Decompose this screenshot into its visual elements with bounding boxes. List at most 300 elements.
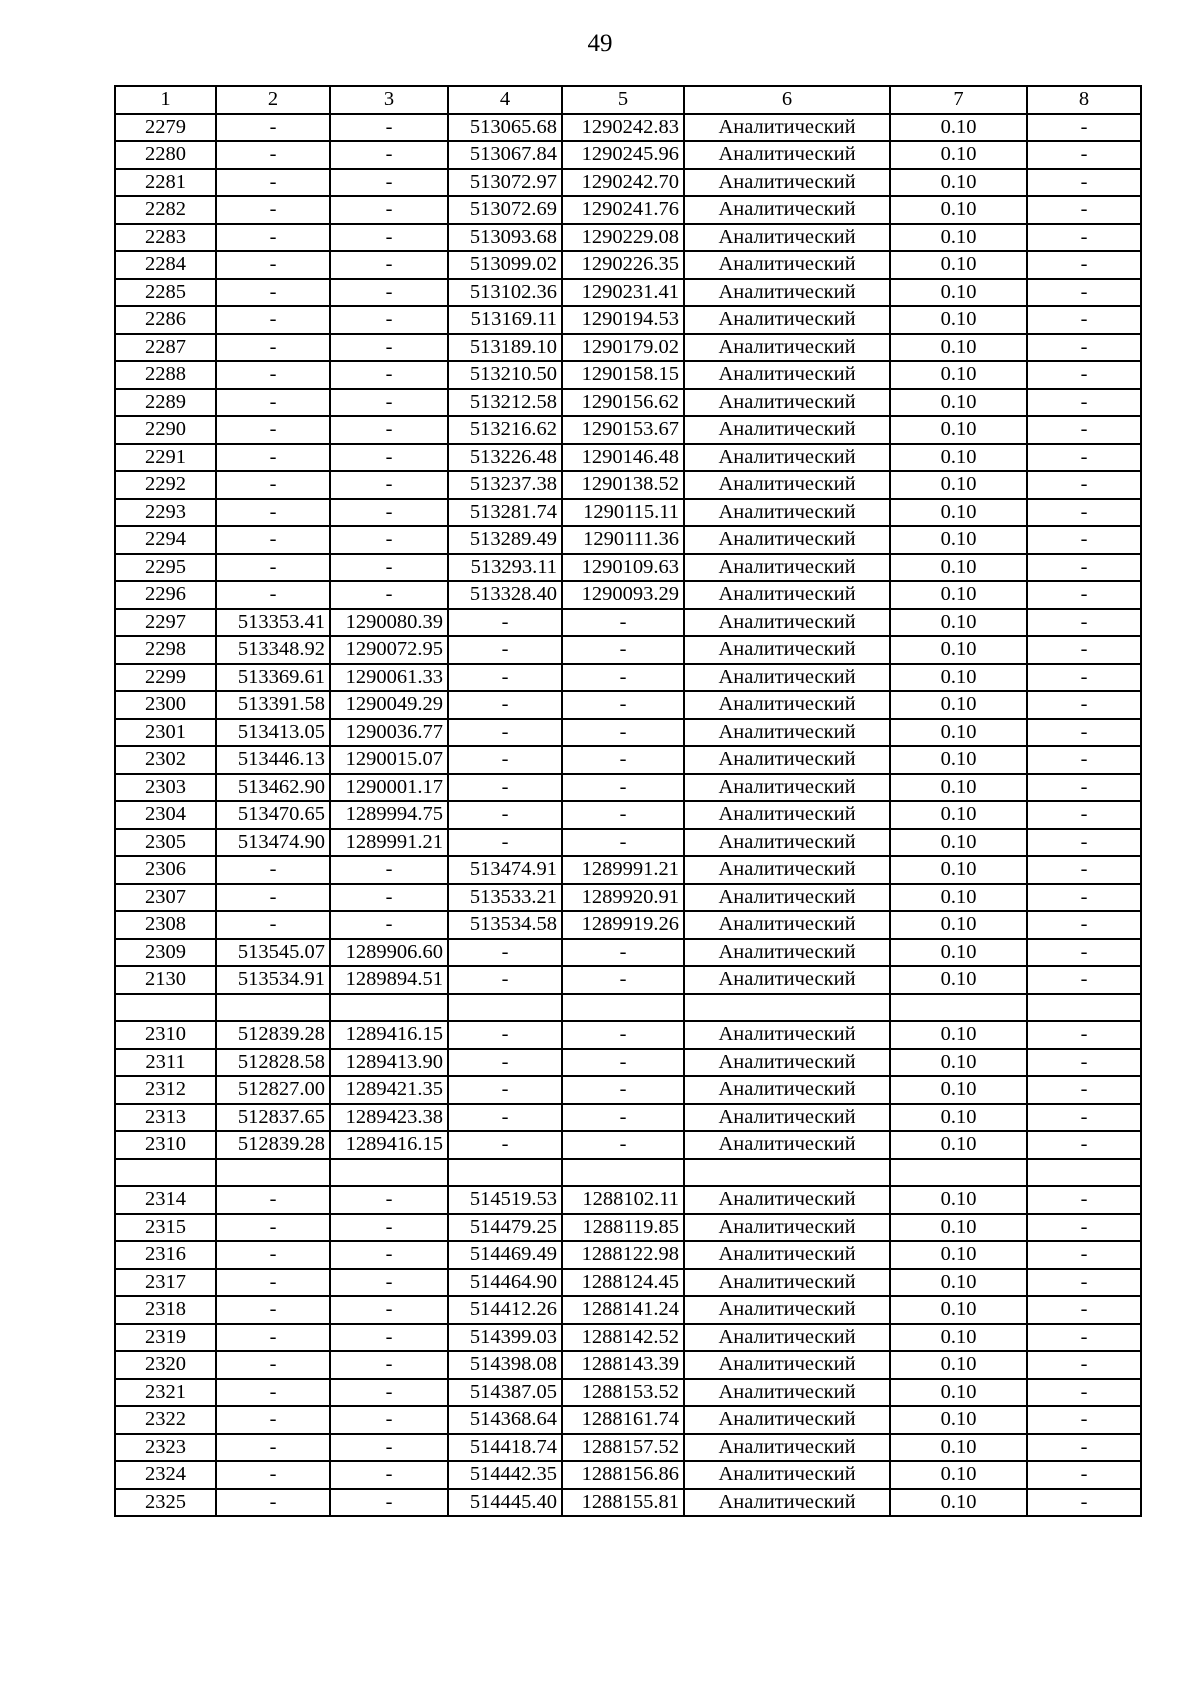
point-number-cell: 2284 [115,251,216,279]
method-cell [684,1159,890,1187]
column-header-3: 3 [330,86,448,114]
coord-x-cell: 512839.28 [216,1131,330,1159]
point-number-cell: 2321 [115,1379,216,1407]
table-row [115,691,1141,719]
coord-y-cell: - [330,416,448,444]
column-header-4: 4 [448,86,562,114]
coord-x-cell: 513072.69 [448,196,562,224]
accuracy-cell: 0.10 [890,1351,1027,1379]
note-cell: - [1027,1296,1141,1324]
coord-x-cell: 513348.92 [216,636,330,664]
coord-y-cell: - [562,609,684,637]
accuracy-cell: 0.10 [890,279,1027,307]
coord-y-cell: 1289906.60 [330,939,448,967]
coord-y-cell [562,994,684,1022]
note-cell: - [1027,911,1141,939]
note-cell: - [1027,691,1141,719]
coord-y-cell: 1289994.75 [330,801,448,829]
method-cell: Аналитический [684,1214,890,1242]
point-number-cell [115,1159,216,1187]
table-row [115,114,1141,142]
coord-y-cell: 1290231.41 [562,279,684,307]
coord-x-cell: 513216.62 [448,416,562,444]
coord-y-cell: 1288155.81 [562,1489,684,1517]
coord-y-cell: - [562,1076,684,1104]
table-row [115,306,1141,334]
point-number-cell: 2319 [115,1324,216,1352]
note-cell: - [1027,1076,1141,1104]
note-cell: - [1027,664,1141,692]
table-row [115,719,1141,747]
method-cell: Аналитический [684,279,890,307]
method-cell: Аналитический [684,939,890,967]
coord-x-cell: 514469.49 [448,1241,562,1269]
coord-y-cell: - [562,939,684,967]
method-cell: Аналитический [684,609,890,637]
coord-x-cell: 513065.68 [448,114,562,142]
coord-x-cell: - [216,554,330,582]
coord-y-cell: 1290241.76 [562,196,684,224]
point-number-cell: 2303 [115,774,216,802]
coord-y-cell: 1288153.52 [562,1379,684,1407]
coord-x-cell: - [216,884,330,912]
accuracy-cell: 0.10 [890,1296,1027,1324]
method-cell: Аналитический [684,554,890,582]
coord-y-cell: - [330,1186,448,1214]
note-cell: - [1027,279,1141,307]
table-row [115,664,1141,692]
accuracy-cell: 0.10 [890,636,1027,664]
coord-x-cell: - [216,1186,330,1214]
coord-x-cell: 513067.84 [448,141,562,169]
coord-y-cell: 1290115.11 [562,499,684,527]
coord-x-cell: - [216,1379,330,1407]
coord-y-cell: 1289920.91 [562,884,684,912]
point-number-cell: 2290 [115,416,216,444]
coord-y-cell: - [330,1241,448,1269]
note-cell: - [1027,1269,1141,1297]
coord-x-cell: 513470.65 [216,801,330,829]
table-row [115,581,1141,609]
coord-y-cell [330,1159,448,1187]
accuracy-cell: 0.10 [890,581,1027,609]
point-number-cell: 2306 [115,856,216,884]
accuracy-cell: 0.10 [890,1049,1027,1077]
note-cell: - [1027,1461,1141,1489]
accuracy-cell: 0.10 [890,1131,1027,1159]
coord-x-cell: - [216,361,330,389]
table-row [115,1049,1141,1077]
method-cell: Аналитический [684,251,890,279]
coord-x-cell: - [216,1351,330,1379]
coord-x-cell: 513169.11 [448,306,562,334]
note-cell: - [1027,829,1141,857]
coord-x-cell: 513237.38 [448,471,562,499]
coord-x-cell: - [216,1489,330,1517]
coord-x-cell: - [448,966,562,994]
coord-x-cell: - [216,911,330,939]
point-number-cell: 2310 [115,1131,216,1159]
accuracy-cell: 0.10 [890,746,1027,774]
note-cell: - [1027,361,1141,389]
point-number-cell: 2292 [115,471,216,499]
coord-y-cell: - [330,389,448,417]
coord-y-cell: - [330,499,448,527]
coord-y-cell: - [562,691,684,719]
accuracy-cell: 0.10 [890,1214,1027,1242]
table-row [115,856,1141,884]
accuracy-cell: 0.10 [890,1324,1027,1352]
note-cell: - [1027,801,1141,829]
point-number-cell [115,994,216,1022]
coord-y-cell: 1289991.21 [562,856,684,884]
table-row [115,609,1141,637]
point-number-cell: 2285 [115,279,216,307]
method-cell: Аналитический [684,1461,890,1489]
coord-x-cell: - [216,581,330,609]
point-number-cell: 2309 [115,939,216,967]
coord-y-cell: 1289919.26 [562,911,684,939]
point-number-cell: 2300 [115,691,216,719]
coord-y-cell: 1288157.52 [562,1434,684,1462]
point-number-cell: 2313 [115,1104,216,1132]
coord-y-cell: 1288142.52 [562,1324,684,1352]
table-row [115,1159,1141,1187]
coord-y-cell: 1290245.96 [562,141,684,169]
point-number-cell: 2320 [115,1351,216,1379]
coord-x-cell: - [216,471,330,499]
note-cell: - [1027,499,1141,527]
coord-y-cell: - [330,1351,448,1379]
coord-y-cell [330,994,448,1022]
note-cell: - [1027,1379,1141,1407]
method-cell: Аналитический [684,306,890,334]
coord-y-cell: - [330,444,448,472]
point-number-cell: 2323 [115,1434,216,1462]
coord-y-cell: 1290194.53 [562,306,684,334]
coord-x-cell: - [216,306,330,334]
coord-x-cell: - [448,636,562,664]
coord-x-cell: 513391.58 [216,691,330,719]
coord-x-cell: - [448,774,562,802]
note-cell: - [1027,939,1141,967]
accuracy-cell: 0.10 [890,169,1027,197]
coord-x-cell: 513462.90 [216,774,330,802]
note-cell: - [1027,609,1141,637]
note-cell: - [1027,1214,1141,1242]
note-cell: - [1027,196,1141,224]
point-number-cell: 2324 [115,1461,216,1489]
coord-x-cell: - [448,939,562,967]
coord-x-cell [448,994,562,1022]
table-row [115,1351,1141,1379]
column-header-7: 7 [890,86,1027,114]
table-row [115,1324,1141,1352]
table-row [115,1186,1141,1214]
table-row [115,1076,1141,1104]
column-header-5: 5 [562,86,684,114]
method-cell: Аналитический [684,966,890,994]
method-cell: Аналитический [684,389,890,417]
coord-x-cell: 514442.35 [448,1461,562,1489]
coord-x-cell: 513369.61 [216,664,330,692]
table-row [115,169,1141,197]
table-row [115,361,1141,389]
coord-y-cell: 1290061.33 [330,664,448,692]
table-row [115,994,1141,1022]
coord-x-cell: - [216,1241,330,1269]
note-cell [1027,1159,1141,1187]
coord-x-cell: 514418.74 [448,1434,562,1462]
coord-y-cell: 1290138.52 [562,471,684,499]
coord-y-cell: - [330,169,448,197]
method-cell: Аналитический [684,114,890,142]
coord-x-cell: 512839.28 [216,1021,330,1049]
table-row [115,1104,1141,1132]
coord-x-cell: 513210.50 [448,361,562,389]
note-cell: - [1027,251,1141,279]
coord-x-cell: - [216,251,330,279]
coord-x-cell: - [216,1269,330,1297]
table-row [115,141,1141,169]
coord-x-cell: 513545.07 [216,939,330,967]
accuracy-cell: 0.10 [890,1104,1027,1132]
accuracy-cell: 0.10 [890,444,1027,472]
coord-x-cell: 512837.65 [216,1104,330,1132]
coord-x-cell: - [216,114,330,142]
coord-y-cell: 1290146.48 [562,444,684,472]
coord-x-cell: - [216,444,330,472]
note-cell: - [1027,746,1141,774]
method-cell: Аналитический [684,856,890,884]
coord-x-cell: 514387.05 [448,1379,562,1407]
table-row [115,1489,1141,1517]
point-number-cell: 2294 [115,526,216,554]
point-number-cell: 2287 [115,334,216,362]
coord-y-cell: - [330,554,448,582]
point-number-cell: 2286 [115,306,216,334]
coord-x-cell: - [448,829,562,857]
coord-y-cell: 1289413.90 [330,1049,448,1077]
coord-y-cell: 1290158.15 [562,361,684,389]
table-row [115,279,1141,307]
coord-x-cell: - [216,196,330,224]
coord-y-cell: 1290229.08 [562,224,684,252]
table-row [115,911,1141,939]
coord-x-cell: - [216,169,330,197]
accuracy-cell: 0.10 [890,224,1027,252]
accuracy-cell: 0.10 [890,554,1027,582]
coord-x-cell: 513446.13 [216,746,330,774]
note-cell: - [1027,581,1141,609]
method-cell: Аналитический [684,1021,890,1049]
table-row [115,389,1141,417]
coord-y-cell: 1290153.67 [562,416,684,444]
note-cell: - [1027,444,1141,472]
note-cell: - [1027,169,1141,197]
point-number-cell: 2289 [115,389,216,417]
coord-y-cell: 1288143.39 [562,1351,684,1379]
coord-y-cell: - [330,306,448,334]
coord-x-cell: 514368.64 [448,1406,562,1434]
table-row [115,1379,1141,1407]
coord-x-cell: 514519.53 [448,1186,562,1214]
coord-x-cell: 513072.97 [448,169,562,197]
method-cell: Аналитический [684,1269,890,1297]
coord-y-cell: 1290242.70 [562,169,684,197]
coord-y-cell: - [562,664,684,692]
coord-y-cell: 1289894.51 [330,966,448,994]
coord-y-cell: 1290111.36 [562,526,684,554]
coord-y-cell: - [562,719,684,747]
coord-y-cell: 1288156.86 [562,1461,684,1489]
coord-x-cell: 513353.41 [216,609,330,637]
coord-x-cell: - [216,389,330,417]
note-cell: - [1027,1186,1141,1214]
coord-y-cell: 1288124.45 [562,1269,684,1297]
coord-x-cell: 513099.02 [448,251,562,279]
method-cell: Аналитический [684,1296,890,1324]
accuracy-cell: 0.10 [890,966,1027,994]
coord-x-cell: 513534.58 [448,911,562,939]
point-number-cell: 2316 [115,1241,216,1269]
coord-x-cell: - [448,1021,562,1049]
accuracy-cell: 0.10 [890,361,1027,389]
coord-x-cell: - [448,801,562,829]
method-cell: Аналитический [684,746,890,774]
accuracy-cell: 0.10 [890,1461,1027,1489]
method-cell: Аналитический [684,829,890,857]
page-number: 49 [587,30,613,57]
coord-x-cell: 513328.40 [448,581,562,609]
table-row [115,1131,1141,1159]
coord-y-cell: - [562,774,684,802]
accuracy-cell: 0.10 [890,251,1027,279]
note-cell: - [1027,389,1141,417]
point-number-cell: 2325 [115,1489,216,1517]
table-row [115,499,1141,527]
coord-y-cell: - [330,334,448,362]
point-number-cell: 2310 [115,1021,216,1049]
accuracy-cell: 0.10 [890,389,1027,417]
point-number-cell: 2298 [115,636,216,664]
point-number-cell: 2301 [115,719,216,747]
coord-x-cell: - [448,1131,562,1159]
coord-x-cell: - [216,279,330,307]
table-row [115,966,1141,994]
note-cell [1027,994,1141,1022]
point-number-cell: 2318 [115,1296,216,1324]
table-row [115,1461,1141,1489]
coord-y-cell: - [330,141,448,169]
point-number-cell: 2293 [115,499,216,527]
coord-x-cell: 513189.10 [448,334,562,362]
point-number-cell: 2282 [115,196,216,224]
accuracy-cell: 0.10 [890,416,1027,444]
coord-x-cell: - [216,856,330,884]
accuracy-cell: 0.10 [890,1406,1027,1434]
coord-x-cell: 513293.11 [448,554,562,582]
coord-y-cell: 1288122.98 [562,1241,684,1269]
point-number-cell: 2312 [115,1076,216,1104]
method-cell: Аналитический [684,499,890,527]
method-cell: Аналитический [684,444,890,472]
note-cell: - [1027,114,1141,142]
note-cell: - [1027,334,1141,362]
coord-x-cell: - [448,719,562,747]
method-cell: Аналитический [684,1351,890,1379]
coord-y-cell: - [330,884,448,912]
method-cell: Аналитический [684,416,890,444]
method-cell: Аналитический [684,334,890,362]
method-cell: Аналитический [684,141,890,169]
note-cell: - [1027,1324,1141,1352]
method-cell: Аналитический [684,1434,890,1462]
coord-x-cell: - [216,1214,330,1242]
coord-x-cell: - [448,1076,562,1104]
coord-y-cell: - [330,1461,448,1489]
note-cell: - [1027,306,1141,334]
coord-y-cell: - [330,196,448,224]
accuracy-cell: 0.10 [890,609,1027,637]
coord-y-cell: 1289416.15 [330,1131,448,1159]
method-cell: Аналитический [684,691,890,719]
table-row [115,416,1141,444]
table-row [115,1296,1141,1324]
note-cell: - [1027,1104,1141,1132]
coord-y-cell: - [562,1021,684,1049]
coord-x-cell: 514445.40 [448,1489,562,1517]
accuracy-cell: 0.10 [890,884,1027,912]
table-row [115,1241,1141,1269]
coord-x-cell: - [448,746,562,774]
coord-y-cell: 1290226.35 [562,251,684,279]
accuracy-cell: 0.10 [890,1269,1027,1297]
accuracy-cell: 0.10 [890,141,1027,169]
point-number-cell: 2279 [115,114,216,142]
coord-y-cell: 1288102.11 [562,1186,684,1214]
method-cell: Аналитический [684,884,890,912]
point-number-cell: 2283 [115,224,216,252]
point-number-cell: 2307 [115,884,216,912]
coord-x-cell: 513102.36 [448,279,562,307]
accuracy-cell: 0.10 [890,114,1027,142]
coord-y-cell: - [562,746,684,774]
point-number-cell: 2281 [115,169,216,197]
coord-y-cell: - [330,114,448,142]
coord-y-cell: - [330,1489,448,1517]
point-number-cell: 2288 [115,361,216,389]
accuracy-cell: 0.10 [890,526,1027,554]
table-row [115,1434,1141,1462]
coord-x-cell: 513534.91 [216,966,330,994]
coord-x-cell: 512827.00 [216,1076,330,1104]
accuracy-cell: 0.10 [890,774,1027,802]
coord-y-cell: - [330,1269,448,1297]
coord-x-cell: 513474.91 [448,856,562,884]
accuracy-cell: 0.10 [890,829,1027,857]
table-row [115,554,1141,582]
coord-y-cell: - [330,911,448,939]
note-cell: - [1027,416,1141,444]
accuracy-cell: 0.10 [890,499,1027,527]
coord-x-cell: 513533.21 [448,884,562,912]
coord-y-cell: 1290015.07 [330,746,448,774]
table-row [115,251,1141,279]
note-cell: - [1027,1131,1141,1159]
coord-x-cell: - [448,1049,562,1077]
note-cell: - [1027,554,1141,582]
